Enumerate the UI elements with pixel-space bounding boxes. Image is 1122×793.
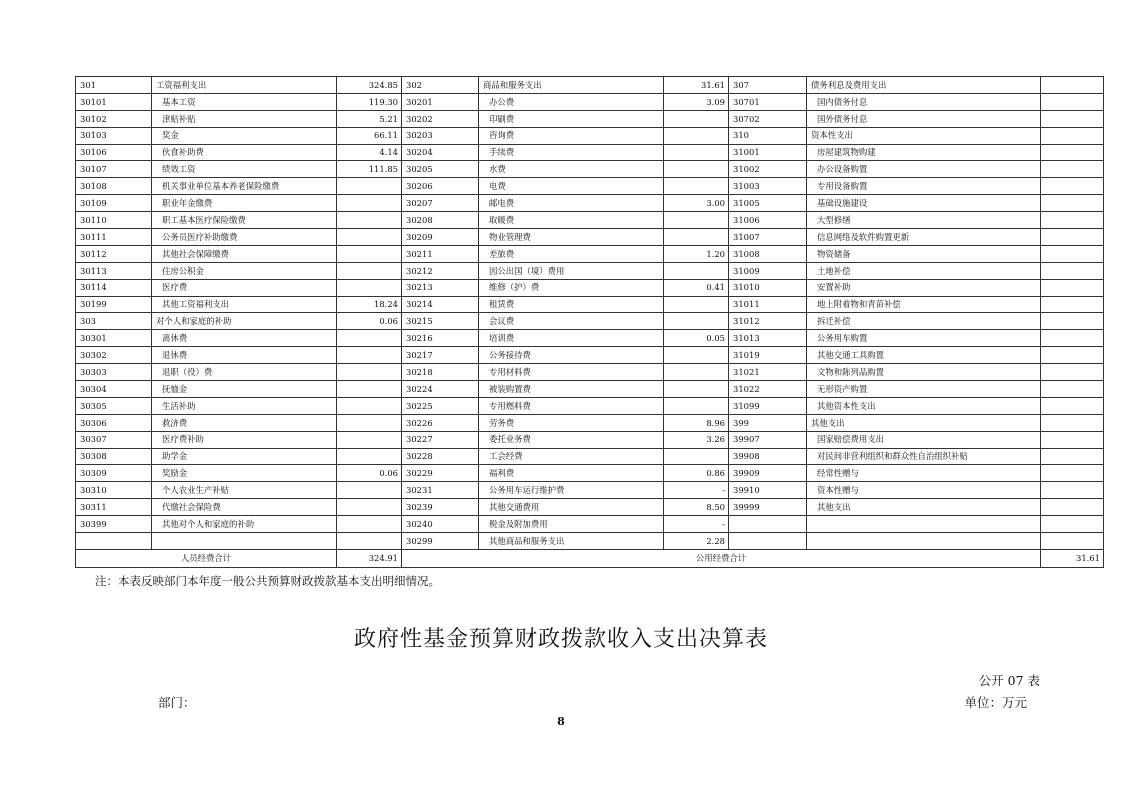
- item-amount: 0.41: [664, 279, 729, 296]
- table-row: [76, 161, 1104, 178]
- item-code: 30228: [402, 448, 479, 465]
- item-name: 培训费: [479, 330, 664, 347]
- item-amount: [337, 229, 402, 246]
- item-amount: [1041, 364, 1104, 381]
- item-code: 30240: [402, 516, 479, 533]
- item-code: 30207: [402, 195, 479, 212]
- item-amount: 2.28: [664, 533, 729, 550]
- item-name: 会议费: [479, 313, 664, 330]
- item-code: 30227: [402, 431, 479, 448]
- item-amount: 0.86: [664, 465, 729, 482]
- item-amount: [664, 364, 729, 381]
- item-name: [807, 516, 1041, 533]
- item-code: 31008: [729, 245, 807, 262]
- table-row: [76, 313, 1104, 330]
- item-code: 31012: [729, 313, 807, 330]
- item-code: 30225: [402, 397, 479, 414]
- item-amount: [1041, 414, 1104, 431]
- item-code: [729, 533, 807, 550]
- item-code: 30218: [402, 364, 479, 381]
- item-amount: [337, 482, 402, 499]
- item-name: 国内债务付息: [807, 93, 1041, 110]
- item-name: 电费: [479, 178, 664, 195]
- item-code: 30231: [402, 482, 479, 499]
- item-amount: 8.96: [664, 414, 729, 431]
- item-amount: [337, 533, 402, 550]
- totals-row: [76, 549, 1104, 567]
- item-amount: [337, 195, 402, 212]
- item-amount: [337, 347, 402, 364]
- item-name: 其他对个人和家庭的补助: [152, 516, 337, 533]
- table-row: [76, 127, 1104, 144]
- item-code: 30217: [402, 347, 479, 364]
- item-name: 住房公积金: [152, 262, 337, 279]
- item-amount: [664, 448, 729, 465]
- table-row: [76, 516, 1104, 533]
- item-name: 伙食补助费: [152, 144, 337, 161]
- table-row: [76, 381, 1104, 398]
- table-row: [76, 448, 1104, 465]
- table-row: [76, 397, 1104, 414]
- item-code: 30204: [402, 144, 479, 161]
- item-amount: 3.09: [664, 93, 729, 110]
- table-row: [76, 279, 1104, 296]
- item-code: 30103: [76, 127, 152, 144]
- item-amount: [1041, 313, 1104, 330]
- item-name: 水费: [479, 161, 664, 178]
- item-amount: [1041, 178, 1104, 195]
- item-amount: [337, 364, 402, 381]
- item-name: 因公出国（境）费用: [479, 262, 664, 279]
- item-amount: 119.30: [337, 93, 402, 110]
- item-name: 专用材料费: [479, 364, 664, 381]
- item-code: 301: [76, 77, 152, 94]
- table-row: [76, 110, 1104, 127]
- item-amount: [1041, 296, 1104, 313]
- item-amount: [664, 347, 729, 364]
- item-amount: -: [664, 516, 729, 533]
- item-name: 个人农业生产补贴: [152, 482, 337, 499]
- item-name: 医疗费: [152, 279, 337, 296]
- item-name: 生活补助: [152, 397, 337, 414]
- item-name: 商品和服务支出: [479, 77, 664, 94]
- item-code: 30212: [402, 262, 479, 279]
- unit-label: 单位：万元: [964, 695, 1027, 710]
- item-name: [152, 533, 337, 550]
- item-code: 31001: [729, 144, 807, 161]
- item-amount: [664, 313, 729, 330]
- item-name: 安置补助: [807, 279, 1041, 296]
- item-name: 无形资产购置: [807, 381, 1041, 398]
- item-amount: [337, 499, 402, 516]
- item-code: 30306: [76, 414, 152, 431]
- item-name: 资本性支出: [807, 127, 1041, 144]
- personnel-total-amount: 324.91: [337, 549, 402, 567]
- item-amount: [1041, 279, 1104, 296]
- item-code: 30309: [76, 465, 152, 482]
- item-name: [807, 533, 1041, 550]
- table-row: [76, 431, 1104, 448]
- item-code: 30224: [402, 381, 479, 398]
- item-name: 退休费: [152, 347, 337, 364]
- item-amount: 66.11: [337, 127, 402, 144]
- item-amount: [664, 397, 729, 414]
- personnel-total-label: 人员经费合计: [76, 549, 337, 567]
- item-amount: 1.20: [664, 245, 729, 262]
- item-code: [729, 516, 807, 533]
- table-row: [76, 195, 1104, 212]
- item-name: 对民间非营利组织和群众性自治组织补贴: [807, 448, 1041, 465]
- next-table-title: 政府性基金预算财政拨款收入支出决算表: [353, 627, 768, 652]
- item-code: 31019: [729, 347, 807, 364]
- table-row: [76, 245, 1104, 262]
- table-row: [76, 364, 1104, 381]
- item-name: 文物和陈列品购置: [807, 364, 1041, 381]
- item-code: 30399: [76, 516, 152, 533]
- item-code: 39907: [729, 431, 807, 448]
- item-code: 302: [402, 77, 479, 94]
- item-amount: 18.24: [337, 296, 402, 313]
- item-code: 30101: [76, 93, 152, 110]
- item-amount: [337, 262, 402, 279]
- item-name: 信息网络及软件购置更新: [807, 229, 1041, 246]
- item-name: 其他交通工具购置: [807, 347, 1041, 364]
- public-total-amount: 31.61: [1041, 549, 1104, 567]
- item-code: 30215: [402, 313, 479, 330]
- item-amount: [1041, 161, 1104, 178]
- item-amount: [337, 397, 402, 414]
- item-amount: [337, 245, 402, 262]
- item-amount: 4.14: [337, 144, 402, 161]
- item-amount: [337, 448, 402, 465]
- item-name: 地上附着物和青苗补偿: [807, 296, 1041, 313]
- item-name: 税金及附加费用: [479, 516, 664, 533]
- item-name: 公务接待费: [479, 347, 664, 364]
- item-name: 委托业务费: [479, 431, 664, 448]
- item-name: 奖金: [152, 127, 337, 144]
- item-code: 30307: [76, 431, 152, 448]
- item-name: 经常性赠与: [807, 465, 1041, 482]
- item-code: 30229: [402, 465, 479, 482]
- item-amount: [1041, 229, 1104, 246]
- item-code: 303: [76, 313, 152, 330]
- item-amount: [1041, 465, 1104, 482]
- item-amount: 5.21: [337, 110, 402, 127]
- table-row: [76, 499, 1104, 516]
- public-total-label: 公用经费合计: [402, 549, 1041, 567]
- item-code: 31005: [729, 195, 807, 212]
- item-name: 其他商品和服务支出: [479, 533, 664, 550]
- item-name: 土地补偿: [807, 262, 1041, 279]
- item-amount: [1041, 93, 1104, 110]
- table-row: [76, 533, 1104, 550]
- item-name: 专用设备购置: [807, 178, 1041, 195]
- item-amount: [337, 431, 402, 448]
- table-row: [76, 482, 1104, 499]
- item-amount: [1041, 533, 1104, 550]
- item-name: 物资储备: [807, 245, 1041, 262]
- item-code: 30301: [76, 330, 152, 347]
- item-code: 30102: [76, 110, 152, 127]
- table-row: [76, 77, 1104, 94]
- table-row: [76, 212, 1104, 229]
- item-name: 工会经费: [479, 448, 664, 465]
- table-note: 注：本表反映部门本年度一般公共预算财政拨款基本支出明细情况。: [95, 574, 440, 588]
- item-name: 债务利息及费用支出: [807, 77, 1041, 94]
- item-name: 公务员医疗补助缴费: [152, 229, 337, 246]
- item-code: 30304: [76, 381, 152, 398]
- table-row: [76, 347, 1104, 364]
- item-code: 30112: [76, 245, 152, 262]
- item-name: 救济费: [152, 414, 337, 431]
- item-code: 30214: [402, 296, 479, 313]
- item-name: 津贴补贴: [152, 110, 337, 127]
- item-code: 31002: [729, 161, 807, 178]
- item-amount: [337, 381, 402, 398]
- item-amount: 0.06: [337, 313, 402, 330]
- item-name: 职工基本医疗保险缴费: [152, 212, 337, 229]
- item-amount: [337, 414, 402, 431]
- item-amount: [337, 330, 402, 347]
- item-amount: [664, 229, 729, 246]
- item-name: 取暖费: [479, 212, 664, 229]
- item-amount: 0.05: [664, 330, 729, 347]
- table-row: [76, 93, 1104, 110]
- item-amount: [664, 381, 729, 398]
- item-name: 被装购置费: [479, 381, 664, 398]
- table-row: [76, 296, 1104, 313]
- item-name: 其他交通费用: [479, 499, 664, 516]
- item-amount: [337, 516, 402, 533]
- item-amount: 3.26: [664, 431, 729, 448]
- item-amount: [1041, 482, 1104, 499]
- item-amount: [664, 178, 729, 195]
- item-code: 30310: [76, 482, 152, 499]
- table-body: [76, 77, 1104, 550]
- item-code: 30303: [76, 364, 152, 381]
- item-amount: 3.00: [664, 195, 729, 212]
- item-name: 机关事业单位基本养老保险缴费: [152, 178, 337, 195]
- item-amount: 0.06: [337, 465, 402, 482]
- item-amount: [337, 212, 402, 229]
- item-code: 39910: [729, 482, 807, 499]
- item-code: 30702: [729, 110, 807, 127]
- item-code: 31099: [729, 397, 807, 414]
- item-amount: [1041, 195, 1104, 212]
- item-name: 公务用车购置: [807, 330, 1041, 347]
- item-name: 手续费: [479, 144, 664, 161]
- item-amount: 111.85: [337, 161, 402, 178]
- item-name: 拆迁补偿: [807, 313, 1041, 330]
- item-name: 其他支出: [807, 414, 1041, 431]
- item-name: 资本性赠与: [807, 482, 1041, 499]
- item-name: 其他工资福利支出: [152, 296, 337, 313]
- item-name: 基础设施建设: [807, 195, 1041, 212]
- table-row: [76, 178, 1104, 195]
- item-name: 公务用车运行维护费: [479, 482, 664, 499]
- item-code: 30199: [76, 296, 152, 313]
- item-name: 印刷费: [479, 110, 664, 127]
- item-code: 30110: [76, 212, 152, 229]
- table-row: [76, 465, 1104, 482]
- item-code: 30299: [402, 533, 479, 550]
- item-name: 咨询费: [479, 127, 664, 144]
- item-amount: [1041, 431, 1104, 448]
- item-name: 邮电费: [479, 195, 664, 212]
- item-code: [76, 533, 152, 550]
- item-code: 30107: [76, 161, 152, 178]
- item-name: 绩效工资: [152, 161, 337, 178]
- item-name: 办公设备购置: [807, 161, 1041, 178]
- item-amount: [1041, 77, 1104, 94]
- item-code: 31022: [729, 381, 807, 398]
- item-name: 物业管理费: [479, 229, 664, 246]
- item-code: 30305: [76, 397, 152, 414]
- item-name: 大型修缮: [807, 212, 1041, 229]
- item-amount: [664, 296, 729, 313]
- item-name: 职业年金缴费: [152, 195, 337, 212]
- item-name: 抚恤金: [152, 381, 337, 398]
- item-amount: [337, 279, 402, 296]
- item-amount: [664, 144, 729, 161]
- item-code: 30203: [402, 127, 479, 144]
- table-row: [76, 262, 1104, 279]
- item-amount: 324.85: [337, 77, 402, 94]
- table-row: [76, 229, 1104, 246]
- item-code: 30206: [402, 178, 479, 195]
- item-code: 30114: [76, 279, 152, 296]
- item-amount: [1041, 330, 1104, 347]
- item-code: 30302: [76, 347, 152, 364]
- item-name: 福利费: [479, 465, 664, 482]
- item-code: 399: [729, 414, 807, 431]
- item-name: 其他社会保障缴费: [152, 245, 337, 262]
- item-amount: [1041, 110, 1104, 127]
- item-name: 房屋建筑物购建: [807, 144, 1041, 161]
- item-code: 30108: [76, 178, 152, 195]
- item-name: 维修（护）费: [479, 279, 664, 296]
- item-code: 39909: [729, 465, 807, 482]
- item-code: 307: [729, 77, 807, 94]
- item-name: 办公费: [479, 93, 664, 110]
- item-code: 30226: [402, 414, 479, 431]
- item-name: 工资福利支出: [152, 77, 337, 94]
- item-amount: [1041, 516, 1104, 533]
- item-name: 国外债务付息: [807, 110, 1041, 127]
- item-code: 30216: [402, 330, 479, 347]
- item-code: 31003: [729, 178, 807, 195]
- item-amount: [1041, 127, 1104, 144]
- item-name: 基本工资: [152, 93, 337, 110]
- form-number: 公开 07 表: [978, 673, 1040, 688]
- item-name: 退职（役）费: [152, 364, 337, 381]
- item-code: 30211: [402, 245, 479, 262]
- item-name: 专用燃料费: [479, 397, 664, 414]
- item-amount: [664, 127, 729, 144]
- item-code: 30208: [402, 212, 479, 229]
- item-name: 租赁费: [479, 296, 664, 313]
- item-code: 30209: [402, 229, 479, 246]
- item-code: 30213: [402, 279, 479, 296]
- item-amount: [664, 212, 729, 229]
- item-code: 31013: [729, 330, 807, 347]
- item-name: 其他资本性支出: [807, 397, 1041, 414]
- item-amount: [1041, 245, 1104, 262]
- item-amount: [1041, 144, 1104, 161]
- page-number: 8: [557, 715, 565, 728]
- item-amount: 8.50: [664, 499, 729, 516]
- item-amount: [1041, 212, 1104, 229]
- item-amount: [664, 110, 729, 127]
- table-row: [76, 330, 1104, 347]
- table-row: [76, 144, 1104, 161]
- expenditure-detail-table: [75, 76, 1104, 568]
- item-amount: [664, 161, 729, 178]
- item-code: 31010: [729, 279, 807, 296]
- item-amount: [1041, 448, 1104, 465]
- item-amount: [1041, 347, 1104, 364]
- item-code: 31011: [729, 296, 807, 313]
- item-amount: [1041, 397, 1104, 414]
- item-name: 离休费: [152, 330, 337, 347]
- item-name: 奖励金: [152, 465, 337, 482]
- item-code: 30701: [729, 93, 807, 110]
- item-name: 国家赔偿费用支出: [807, 431, 1041, 448]
- item-code: 39999: [729, 499, 807, 516]
- item-code: 31021: [729, 364, 807, 381]
- item-code: 30106: [76, 144, 152, 161]
- item-code: 30201: [402, 93, 479, 110]
- item-code: 30311: [76, 499, 152, 516]
- item-code: 310: [729, 127, 807, 144]
- item-amount: -: [664, 482, 729, 499]
- item-code: 30202: [402, 110, 479, 127]
- table-row: [76, 414, 1104, 431]
- item-code: 31006: [729, 212, 807, 229]
- item-name: 代缴社会保险费: [152, 499, 337, 516]
- item-amount: [1041, 381, 1104, 398]
- item-name: 其他支出: [807, 499, 1041, 516]
- item-code: 30109: [76, 195, 152, 212]
- item-code: 30113: [76, 262, 152, 279]
- item-amount: 31.61: [664, 77, 729, 94]
- item-name: 医疗费补助: [152, 431, 337, 448]
- item-code: 30111: [76, 229, 152, 246]
- item-code: 31007: [729, 229, 807, 246]
- item-name: 劳务费: [479, 414, 664, 431]
- item-code: 30239: [402, 499, 479, 516]
- item-amount: [1041, 262, 1104, 279]
- item-amount: [664, 262, 729, 279]
- item-name: 对个人和家庭的补助: [152, 313, 337, 330]
- item-name: 差旅费: [479, 245, 664, 262]
- item-code: 39908: [729, 448, 807, 465]
- item-code: 31009: [729, 262, 807, 279]
- item-name: 助学金: [152, 448, 337, 465]
- item-amount: [337, 178, 402, 195]
- department-label: 部门：: [158, 695, 196, 710]
- item-code: 30205: [402, 161, 479, 178]
- item-code: 30308: [76, 448, 152, 465]
- item-amount: [1041, 499, 1104, 516]
